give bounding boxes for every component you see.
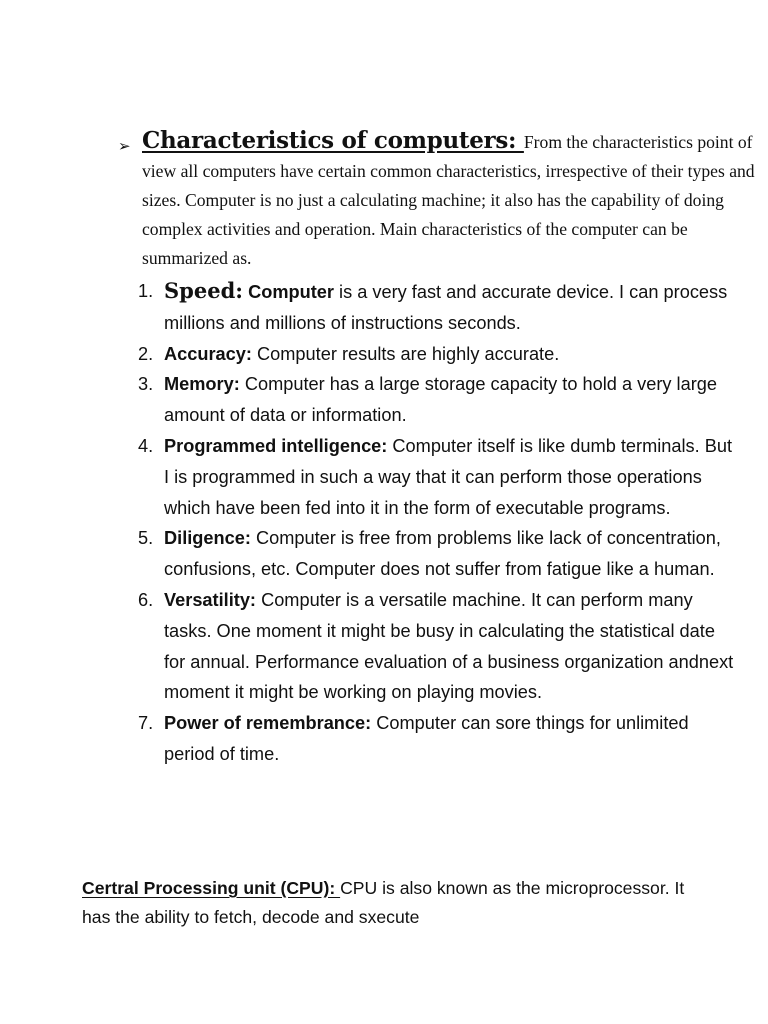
list-text: Computer is a versatile machine. It can perform many tasks. One moment it might be busy in calculating the statistical date for annual. Performance evaluation of a business organization andnext moment it might be working on playing movies.	[164, 589, 734, 703]
list-number: 6.	[138, 589, 154, 610]
cpu-text: CPU is also known as the microprocessor. It has the ability to fetch, decode and sxecute	[82, 878, 685, 927]
list-term: Speed:	[164, 278, 244, 303]
characteristics-intro	[118, 126, 758, 273]
list-term-extra: Computer	[248, 282, 334, 302]
list-text: Computer results are highly accurate.	[257, 343, 560, 364]
cpu-heading: Certral Processing unit (CPU):	[82, 878, 341, 898]
list-term: Programmed intelligence:	[164, 435, 388, 456]
cpu-paragraph	[82, 874, 702, 932]
list-term: Accuracy:	[164, 343, 252, 364]
list-item-memory	[138, 369, 738, 431]
list-number: 5.	[138, 528, 154, 549]
list-item-speed	[138, 276, 738, 339]
list-number: 3.	[138, 374, 154, 395]
list-text: is a very fast and accurate device. I can process millions and millions of instructions seconds.	[164, 282, 728, 333]
list-text: Computer is free from problems like lack of concentration, confusions, etc. Computer does not suffer from fatigue like a human.	[164, 528, 721, 580]
list-number: 4.	[138, 435, 154, 456]
characteristics-list	[138, 276, 738, 770]
list-item-diligence	[138, 523, 738, 585]
list-item-power-of-remembrance	[138, 708, 738, 770]
list-term: Memory:	[164, 374, 240, 395]
list-term: Versatility:	[164, 589, 256, 610]
intro-text: From the characteristics point of view all computers have certain common characteristics, irrespective of their types and sizes. Computer is no just a calculating machine; it also has the capability of doing complex activities and operation. Main characteristics of the computer can be summarized as.	[142, 132, 755, 268]
list-item-programmed-intelligence	[138, 431, 738, 523]
list-text: Computer itself is like dumb terminals. But I is programmed in such a way that it can perform those operations which have been fed into it in the form of executable programs.	[164, 435, 733, 518]
list-number: 2.	[138, 343, 154, 364]
list-number: 7.	[138, 713, 154, 734]
intro-paragraph	[142, 126, 758, 273]
list-text: Computer has a large storage capacity to hold a very large amount of data or information.	[164, 374, 717, 426]
list-text: Computer can sore things for unlimited period of time.	[164, 713, 689, 764]
list-term: Diligence:	[164, 528, 251, 549]
list-term: Power of remembrance:	[164, 713, 372, 734]
list-item-versatility	[138, 585, 738, 708]
list-item-accuracy	[138, 339, 738, 370]
section-heading: Characteristics of computers:	[142, 127, 524, 154]
arrow-bullet-icon: ➢	[118, 137, 131, 155]
list-number: 1.	[138, 281, 154, 301]
